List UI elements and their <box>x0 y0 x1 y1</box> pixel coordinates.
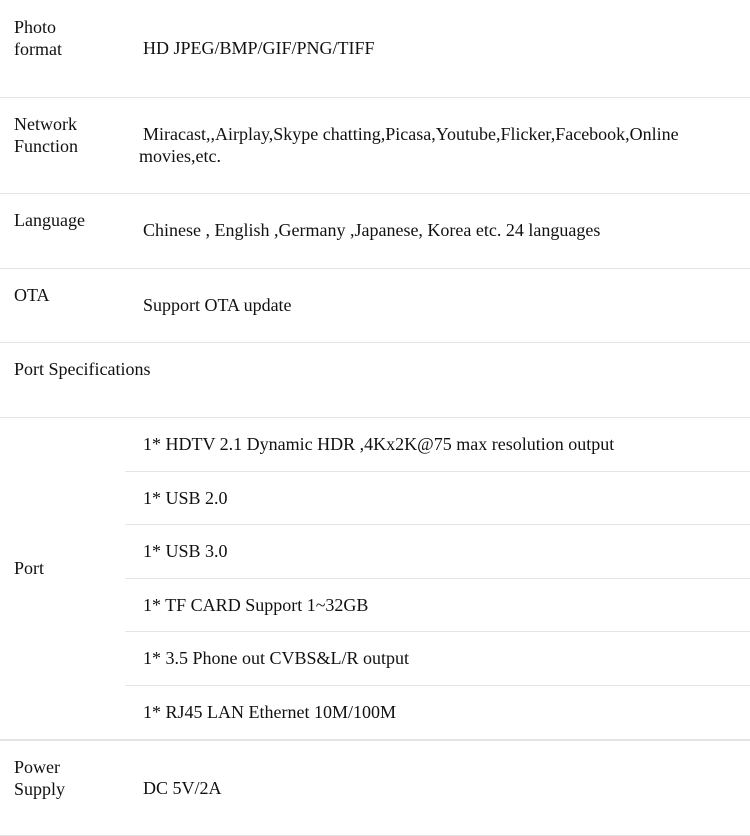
port-item <box>125 418 750 472</box>
port-item-rj45: 1* RJ45 LAN Ethernet 10M/100M <box>143 702 396 722</box>
row-port-specifications <box>0 343 750 418</box>
row-language <box>0 194 750 269</box>
network-function-label-line2: Function <box>14 136 79 156</box>
network-function-label <box>14 113 124 157</box>
port-item <box>125 525 750 579</box>
ota-label: OTA <box>14 285 50 305</box>
port-item <box>125 579 750 632</box>
language-label: Language <box>14 210 85 230</box>
port-item-tf-card: 1* TF CARD Support 1~32GB <box>143 595 369 615</box>
port-item <box>125 686 750 740</box>
power-supply-value: DC 5V/2A <box>143 778 222 798</box>
network-function-value <box>139 123 748 167</box>
row-power-supply <box>0 740 750 836</box>
port-item-phone-out: 1* 3.5 Phone out CVBS&L/R output <box>143 648 410 668</box>
port-item <box>125 632 750 686</box>
network-function-label-line1: Network <box>14 114 77 134</box>
port-item-usb2: 1* USB 2.0 <box>143 488 228 508</box>
row-ota <box>0 269 750 343</box>
power-supply-label-line2: Supply <box>14 779 66 799</box>
network-function-value-line1: Miracast,,Airplay,Skype chatting,Picasa,Youtube,Flicker,Facebook,Online <box>143 124 679 144</box>
language-value: Chinese , English ,Germany ,Japanese, Korea etc. 24 languages <box>143 220 601 240</box>
port-specifications-heading: Port Specifications <box>14 359 151 379</box>
photo-format-label <box>14 16 124 60</box>
photo-format-value: HD JPEG/BMP/GIF/PNG/TIFF <box>143 38 375 58</box>
port-item-hdtv: 1* HDTV 2.1 Dynamic HDR ,4Kx2K@75 max resolution output <box>143 434 615 454</box>
port-label: Port <box>14 558 45 578</box>
photo-format-label-line2: format <box>14 39 62 59</box>
network-function-value-line2: movies,etc. <box>139 146 221 166</box>
row-photo-format <box>0 0 750 98</box>
row-port <box>0 418 750 740</box>
row-network-function <box>0 98 750 194</box>
power-supply-label <box>14 756 124 800</box>
port-item <box>125 472 750 525</box>
photo-format-label-line1: Photo <box>14 17 57 37</box>
port-item-usb3: 1* USB 3.0 <box>143 541 228 561</box>
power-supply-label-line1: Power <box>14 757 60 777</box>
ota-value: Support OTA update <box>143 295 292 315</box>
